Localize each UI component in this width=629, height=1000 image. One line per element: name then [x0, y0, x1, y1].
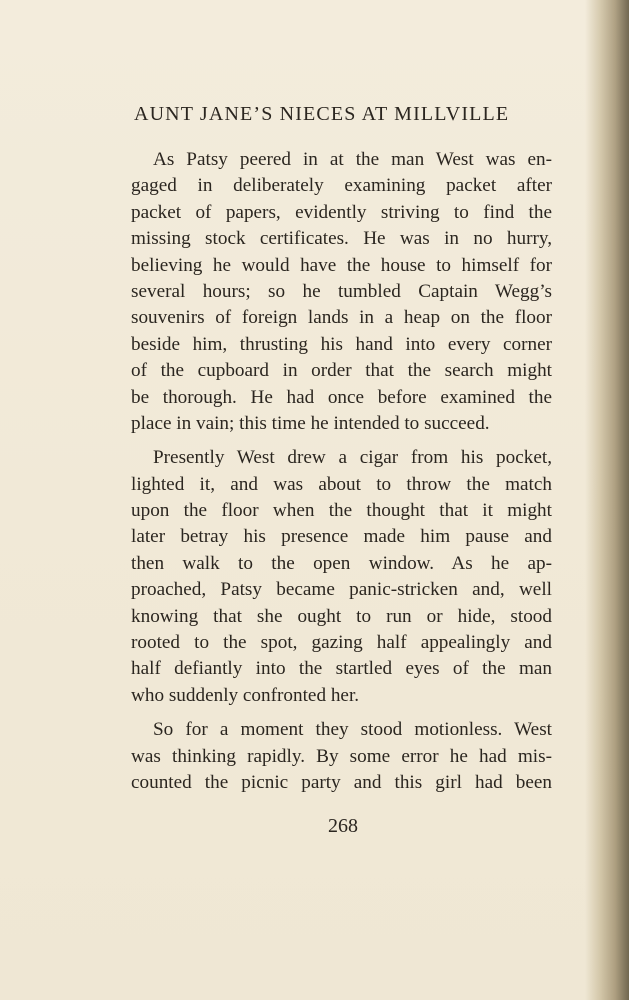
text-line: later betray his presence made him pause and [131, 526, 552, 548]
text-line: Presently West drew a cigar from his pocket, [153, 447, 552, 469]
text-line: of the cupboard in order that the search might [131, 360, 552, 382]
text-line: proached, Patsy became panic-stricken and, well [131, 579, 552, 601]
text-line: who suddenly confronted her. [131, 684, 360, 706]
text-line: As Patsy peered in at the man West was en- [153, 149, 552, 170]
text-line: beside him, thrusting his hand into every corner [131, 333, 552, 355]
text-line: counted the picnic party and this girl had been [131, 771, 552, 793]
running-head: AUNT JANE’S NIECES AT MILLVILLE [134, 103, 510, 125]
text-line: packet of papers, evidently striving to find the [131, 201, 552, 223]
text-line: believing he would have the house to himself for [131, 254, 552, 276]
text-line: several hours; so he tumbled Captain Wegg’s [131, 280, 552, 302]
text-line: gaged in deliberately examining packet after [131, 175, 552, 197]
text-line: souvenirs of foreign lands in a heap on the floor [131, 307, 552, 329]
text-line: knowing that she ought to run or hide, stood [131, 605, 552, 627]
text-line: be thorough. He had once before examined the [131, 386, 552, 408]
text-line: then walk to the open window. As he ap- [131, 552, 552, 574]
text-line: upon the floor when the thought that it might [131, 500, 552, 522]
page-number: 268 [328, 815, 358, 837]
paragraph-1 [131, 147, 552, 437]
body-text [131, 147, 552, 804]
text-line: place in vain; this time he intended to succeed. [131, 412, 490, 434]
text-line: half defiantly into the startled eyes of the man [131, 658, 552, 680]
paragraph-3 [131, 717, 552, 796]
text-line: rooted to the spot, gazing half appealingly and [131, 632, 552, 654]
text-line: lighted it, and was about to throw the match [131, 473, 552, 495]
text-line: So for a moment they stood motionless. West [153, 719, 552, 741]
paragraph-2 [131, 445, 552, 709]
text-line: missing stock certificates. He was in no hurry, [131, 228, 552, 250]
text-line: was thinking rapidly. By some error he had mis- [131, 745, 552, 767]
